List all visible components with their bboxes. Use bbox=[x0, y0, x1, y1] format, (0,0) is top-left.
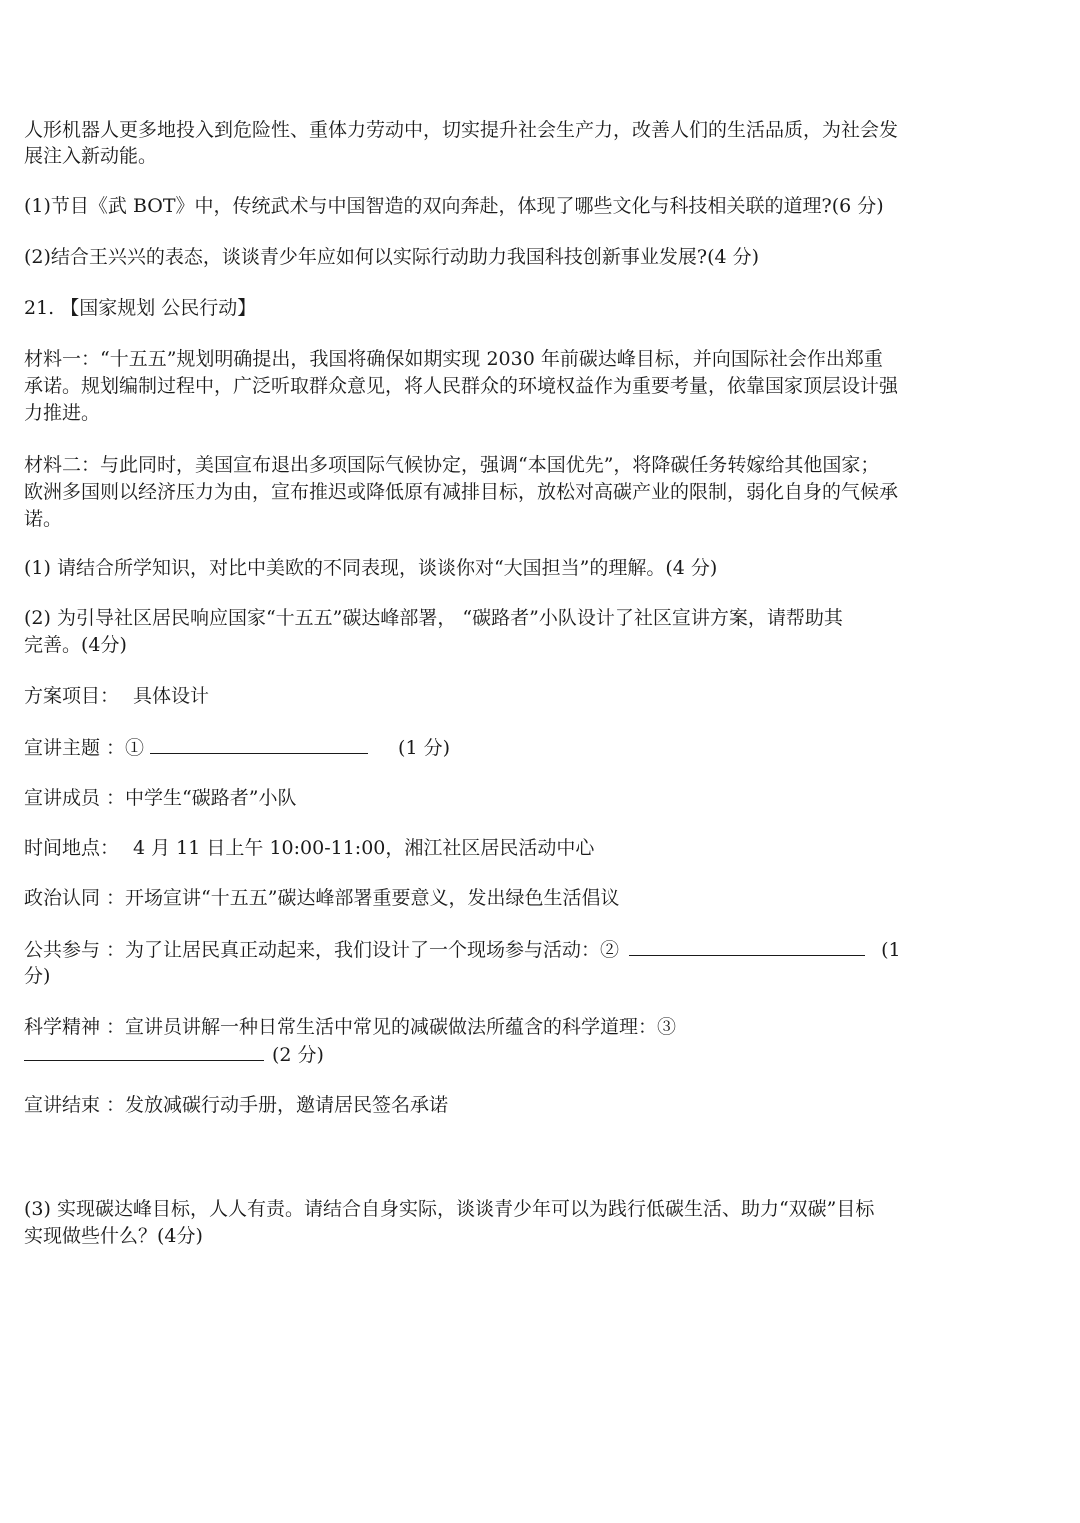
plan-public-score-a: (1 bbox=[881, 939, 901, 961]
plan-science-label: 科学精神 ： bbox=[24, 1016, 126, 1038]
plan-time-row bbox=[24, 836, 594, 860]
plan-members-value: 中学生“碳路者”小队 bbox=[125, 787, 297, 809]
plan-header-value: 具体设计 bbox=[133, 685, 210, 707]
material-1-line-1: 材料一：“十五五”规划明确提出，我国将确保如期实现 2030 年前碳达峰目标，并向国际社会作出郑重 bbox=[24, 348, 883, 370]
material-2-line-2: 欧洲多国则以经济压力为由，宣布推迟或降低原有减排目标，放松对高碳产业的限制，弱化自身的气候承 bbox=[24, 481, 899, 503]
answer-blank-2[interactable] bbox=[629, 937, 865, 956]
material-2-line-1: 材料二：与此同时，美国宣布退出多项国际气候协定，强调“本国优先”，将降碳任务转嫁给其他国家； bbox=[24, 454, 880, 476]
plan-public-row bbox=[24, 937, 901, 962]
plan-members-row bbox=[24, 786, 296, 810]
plan-political-value: 开场宣讲“十五五”碳达峰部署重要意义，发出绿色生活倡议 bbox=[125, 887, 620, 909]
q21-sub-question-1: (1) 请结合所学知识，对比中美欧的不同表现，谈谈你对“大国担当”的理解。(4 分) bbox=[24, 557, 718, 579]
intro-line-1: 人形机器人更多地投入到危险性、重体力劳动中，切实提升社会生产力，改善人们的生活品质，为社会发 bbox=[24, 119, 899, 141]
answer-blank-1[interactable] bbox=[150, 735, 368, 754]
plan-public-label: 公共参与 ： bbox=[24, 939, 126, 961]
plan-header-label: 方案项目： bbox=[24, 685, 120, 707]
plan-political-row bbox=[24, 886, 619, 910]
plan-end-row bbox=[24, 1093, 448, 1117]
plan-public-value: 为了让居民真正动起来，我们设计了一个现场参与活动：② bbox=[125, 939, 620, 961]
q21-sub-question-3-line-2: 实现做些什么？(4分) bbox=[24, 1225, 203, 1247]
plan-science-score: (2 分) bbox=[272, 1044, 324, 1066]
material-1-line-3: 力推进。 bbox=[24, 402, 101, 424]
q21-heading: 21. 【国家规划 公民行动】 bbox=[24, 297, 257, 319]
q21-sub-question-2-line-2: 完善。(4分) bbox=[24, 634, 127, 656]
q21-sub-question-2-line-1: (2) 为引导社区居民响应国家“十五五”碳达峰部署， “碳路者”小队设计了社区宣讲方案，请帮助其 bbox=[24, 607, 843, 629]
plan-theme-label: 宣讲主题 ：① bbox=[24, 737, 145, 759]
q20-sub-question-1: (1)节目《武 BOT》中，传统武术与中国智造的双向奔赴，体现了哪些文化与科技相关联的道理?(6 分) bbox=[24, 195, 884, 217]
intro-line-2: 展注入新动能。 bbox=[24, 145, 158, 167]
plan-time-value: 4 月 11 日上午 10:00-11:00，湘江社区居民活动中心 bbox=[133, 837, 595, 859]
plan-theme-score: (1 分) bbox=[398, 737, 451, 759]
plan-theme-row bbox=[24, 735, 450, 760]
plan-science-answer-row bbox=[24, 1042, 324, 1067]
plan-header bbox=[24, 684, 209, 708]
plan-political-label: 政治认同 ： bbox=[24, 887, 126, 909]
material-1-line-2: 承诺。规划编制过程中，广泛听取群众意见，将人民群众的环境权益作为重要考量，依靠国家顶层设计强 bbox=[24, 375, 899, 397]
answer-blank-3[interactable] bbox=[24, 1042, 264, 1061]
q21-sub-question-3-line-1: (3) 实现碳达峰目标，人人有责。请结合自身实际，谈谈青少年可以为践行低碳生活、助力“双碳”目标 bbox=[24, 1198, 875, 1220]
plan-science-value: 宣讲员讲解一种日常生活中常见的减碳做法所蕴含的科学道理：③ bbox=[125, 1016, 677, 1038]
plan-public-score-b: 分) bbox=[24, 965, 51, 987]
plan-end-label: 宣讲结束 ： bbox=[24, 1094, 126, 1116]
plan-members-label: 宣讲成员 ： bbox=[24, 787, 126, 809]
plan-end-value: 发放减碳行动手册，邀请居民签名承诺 bbox=[125, 1094, 449, 1116]
plan-time-label: 时间地点： bbox=[24, 837, 120, 859]
q20-sub-question-2: (2)结合王兴兴的表态，谈谈青少年应如何以实际行动助力我国科技创新事业发展?(4 分) bbox=[24, 246, 760, 268]
material-2-line-3: 诺。 bbox=[24, 508, 63, 530]
plan-science-row bbox=[24, 1015, 676, 1039]
